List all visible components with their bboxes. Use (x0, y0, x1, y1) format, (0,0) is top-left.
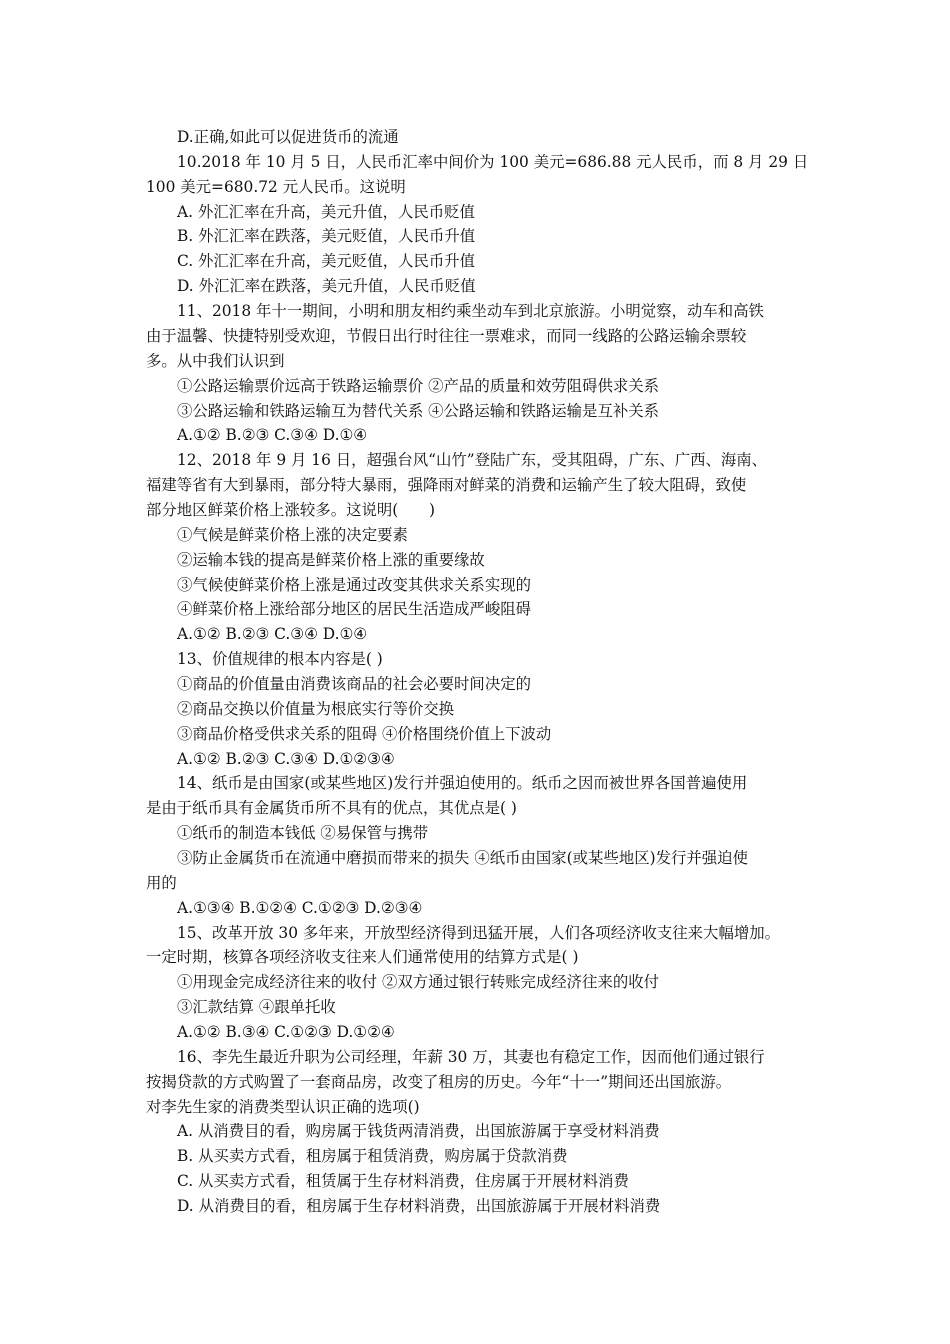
text-line: 是由于纸币具有金属货币所不具有的优点，其优点是( ) (146, 799, 517, 818)
text-line: A.①② B.②③ C.③④ D.①④ (177, 625, 368, 644)
text-line: A. 外汇汇率在升高，美元升值，人民币贬值 (177, 202, 475, 221)
text-line: ③汇款结算 ④跟单托收 (177, 998, 336, 1017)
text-line: ④鲜菜价格上涨给部分地区的居民生活造成严峻阻碍 (177, 600, 531, 619)
text-line: A.①② B.②③ C.③④ D.①②③④ (177, 749, 395, 768)
text-line: A.①③④ B.①②④ C.①②③ D.②③④ (177, 898, 423, 917)
text-line: ②商品交换以价值量为根底实行等价交换 (177, 699, 455, 718)
text-line: 由于温馨、快捷特别受欢迎，节假日出行时往往一票难求，而同一线路的公路运输余票较 (146, 326, 747, 345)
text-line: 13、价值规律的根本内容是( ) (177, 650, 383, 669)
text-line: ③公路运输和铁路运输互为替代关系 ④公路运输和铁路运输是互补关系 (177, 401, 660, 420)
text-line: ③防止金属货币在流通中磨损而带来的损失 ④纸币由国家(或某些地区)发行并强迫使 (177, 848, 748, 867)
text-line: 对李先生家的消费类型认识正确的选项() (146, 1097, 420, 1116)
text-line: 15、改革开放 30 多年来，开放型经济得到迅猛开展，人们各项经济收支往来大幅增加。 (177, 923, 781, 942)
text-line: 部分地区鲜菜价格上涨较多。这说明( ) (146, 500, 436, 519)
text-line: 一定时期，核算各项经济收支往来人们通常使用的结算方式是( ) (146, 948, 579, 967)
text-line: D. 外汇汇率在跌落，美元升值，人民币贬值 (177, 277, 476, 296)
text-line: C. 外汇汇率在升高，美元贬值，人民币升值 (177, 252, 476, 271)
text-line: B. 从买卖方式看，租房属于租赁消费，购房属于贷款消费 (177, 1147, 568, 1166)
text-line: ③商品价格受供求关系的阻碍 ④价格围绕价值上下波动 (177, 724, 552, 743)
text-line: ②运输本钱的提高是鲜菜价格上涨的重要缘故 (177, 550, 485, 569)
text-line: D. 从消费目的看，租房属于生存材料消费，出国旅游属于开展材料消费 (177, 1197, 661, 1215)
text-line: ①商品的价值量由消费该商品的社会必要时间决定的 (177, 674, 531, 693)
text-line: A.①② B.③④ C.①②③ D.①②④ (177, 1023, 395, 1041)
text-line: 14、纸币是由国家(或某些地区)发行并强迫使用的。纸币之因而被世界各国普遍使用 (177, 774, 748, 793)
text-line: 用的 (146, 873, 177, 892)
text-line: ①公路运输票价远高于铁路运输票价 ②产品的质量和效劳阻碍供求关系 (177, 376, 660, 395)
text-line: ①用现金完成经济往来的收付 ②双方通过银行转账完成经济往来的收付 (177, 973, 660, 992)
text-line: 11、2018 年十一期间，小明和朋友相约乘坐动车到北京旅游。小明觉察，动车和高铁 (177, 302, 764, 320)
text-line: A.①② B.②③ C.③④ D.①④ (177, 426, 368, 445)
text-line: D.正确,如此可以促进货币的流通 (177, 128, 399, 146)
text-line: 12、2018 年 9 月 16 日，超强台风“山竹”登陆广东，受其阻碍，广东、广西、海南、 (177, 451, 768, 470)
text-line: 按揭贷款的方式购置了一套商品房，改变了租房的历史。今年“十一”期间还出国旅游。 (146, 1072, 732, 1091)
text-line: B. 外汇汇率在跌落，美元贬值，人民币升值 (177, 227, 476, 246)
text-line: 多。从中我们认识到 (146, 351, 285, 370)
text-line: 16、李先生最近升职为公司经理，年薪 30 万，其妻也有稳定工作，因而他们通过银行 (177, 1047, 765, 1066)
text-line: ①气候是鲜菜价格上涨的决定要素 (177, 525, 408, 544)
text-line: ③气候使鲜菜价格上涨是通过改变其供求关系实现的 (177, 575, 531, 594)
text-line: 10.2018 年 10 月 5 日，人民币汇率中间价为 100 美元=686.88 元人民币，而 8 月 29 日 (177, 152, 809, 171)
text-line: ①纸币的制造本钱低 ②易保管与携带 (177, 824, 429, 843)
text-line: 100 美元=680.72 元人民币。这说明 (146, 177, 406, 196)
text-line: A. 从消费目的看，购房属于钱货两清消费，出国旅游属于享受材料消费 (177, 1122, 660, 1141)
text-line: 福建等省有大到暴雨，部分特大暴雨，强降雨对鲜菜的消费和运输产生了较大阻碍，致使 (146, 476, 747, 494)
text-line: C. 从买卖方式看，租赁属于生存材料消费，住房属于开展材料消费 (177, 1172, 629, 1191)
